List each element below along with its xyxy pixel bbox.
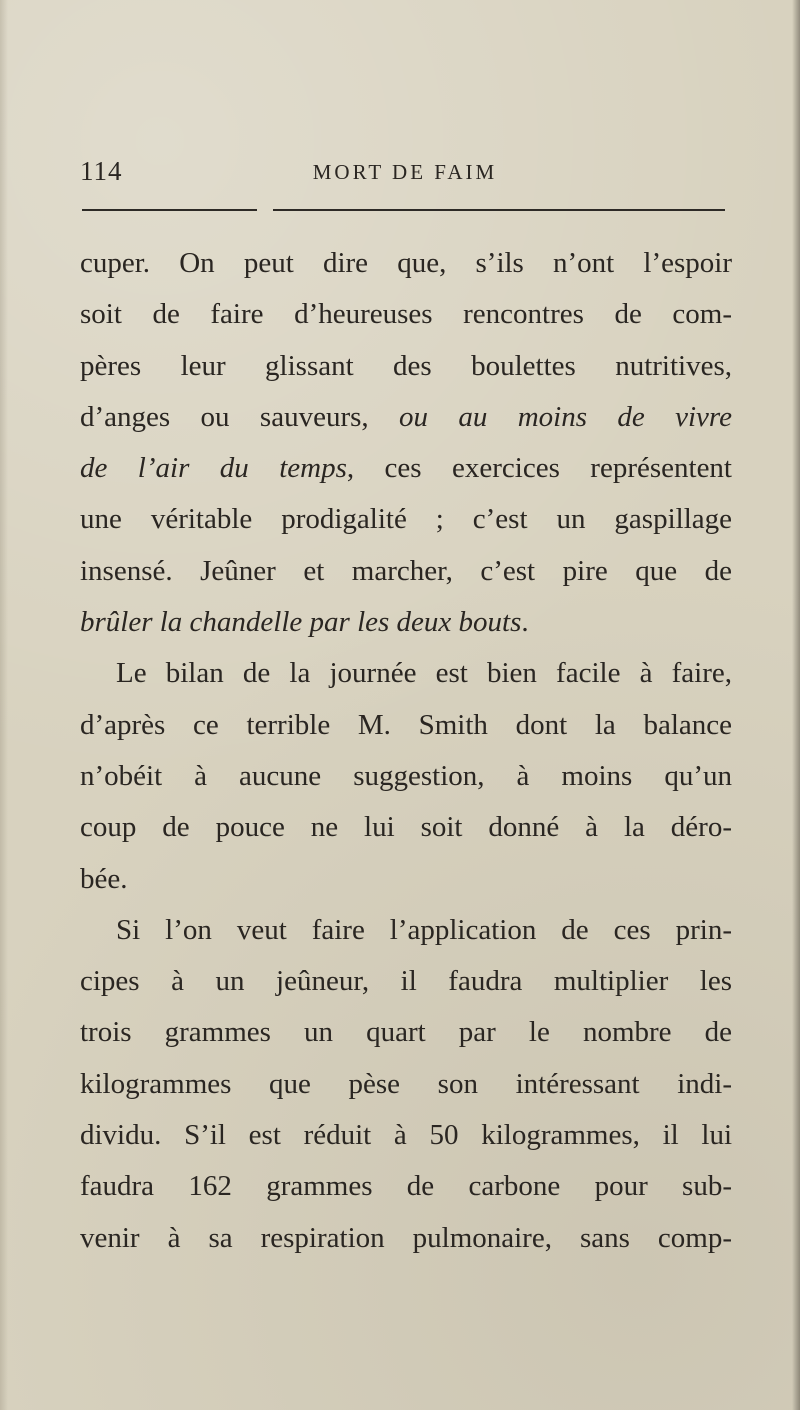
text-segment: n’obéit à aucune suggestion, à moins qu’un [80,759,732,792]
text-line [80,751,732,802]
text-line [80,1161,732,1212]
text-line [80,597,732,648]
text-segment: Si l’on veut faire l’application de ces prin- [116,913,732,946]
text-line [80,1213,732,1264]
text-segment: une véritable prodigalité ; c’est un gaspillage [80,503,732,536]
page-number: 114 [80,156,123,186]
text-line [80,443,732,494]
italic-text: ou au moins de vivre [399,400,732,433]
text-segment: venir à sa respiration pulmonaire, sans comp- [80,1221,732,1254]
text-line [80,956,732,1007]
text-segment: cipes à un jeûneur, il faudra multiplier les [80,965,732,998]
text-segment: bée. [80,862,128,895]
body-text [80,238,732,1264]
page-edge-shadow-right [792,0,800,1410]
text-segment: insensé. Jeûner et marcher, c’est pire que de [80,554,732,587]
text-line [80,1007,732,1058]
header-rule-right [273,209,725,211]
text-segment: kilogrammes que pèse son intéressant indi- [80,1067,732,1100]
text-line [80,802,732,853]
running-title: MORT DE FAIM [312,160,498,184]
text-line [80,546,732,597]
text-segment: soit de faire d’heureuses rencontres de com- [80,298,732,331]
text-line [80,392,732,443]
text-segment: trois grammes un quart par le nombre de [80,1016,732,1049]
text-line [80,1059,732,1110]
text-segment: . [521,606,529,639]
text-line [80,238,732,289]
text-line [80,854,732,905]
text-segment: dividu. S’il est réduit à 50 kilogrammes, il lui [80,1119,732,1152]
text-segment: d’anges ou sauveurs, [80,400,399,433]
text-line [80,494,732,545]
text-segment: , ces exercices représentent [346,452,732,485]
text-line [80,341,732,392]
text-line [80,1110,732,1161]
text-line [80,905,732,956]
text-segment: cuper. On peut dire que, s’ils n’ont l’espoir [80,247,732,279]
italic-text: brûler la chandelle par les deux bouts [80,606,522,639]
text-segment: d’après ce terrible M. Smith dont la balance [80,708,732,741]
text-segment: faudra 162 grammes de carbone pour sub- [80,1170,732,1203]
text-segment: coup de pouce ne lui soit donné à la déro- [80,811,732,844]
header-rule-left [82,209,257,211]
text-line [80,648,732,699]
page-header [80,150,730,190]
text-segment: pères leur glissant des boulettes nutritives, [80,349,732,382]
page-edge-shadow-left [0,0,8,1410]
text-line [80,700,732,751]
italic-text: de l’air du temps [80,452,347,485]
text-line [80,289,732,340]
text-segment: Le bilan de la journée est bien facile à faire, [116,657,732,690]
